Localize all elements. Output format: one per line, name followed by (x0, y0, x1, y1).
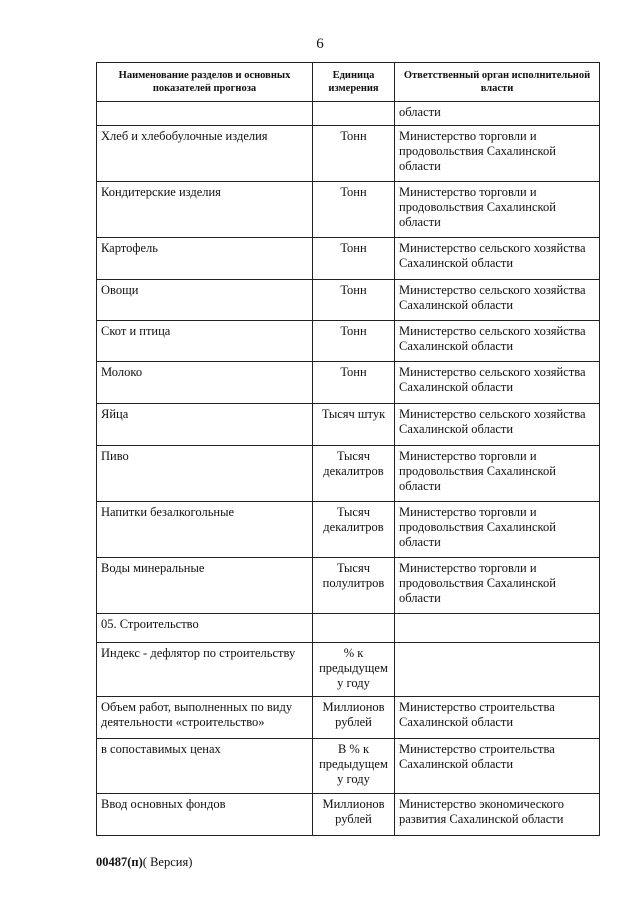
row-name-cell (97, 182, 313, 238)
row-name-cell-text: Яйца (101, 407, 129, 421)
row-authority-cell (395, 126, 600, 182)
row-unit-cell (313, 102, 395, 126)
header-name: Наименование разделов и основных показателей прогноза (97, 63, 313, 102)
row-authority-cell-text: Министерство экономического развития Сахалинской области (399, 797, 564, 826)
row-authority-cell (395, 739, 600, 794)
row-unit-cell-text: Миллионов рублей (322, 797, 385, 826)
header-authority: Ответственный орган исполнительной власти (395, 63, 600, 102)
table-row (97, 446, 600, 502)
document-code (96, 855, 192, 870)
row-authority-cell (395, 362, 600, 404)
page-number: 6 (316, 36, 324, 52)
table-row (97, 404, 600, 446)
row-authority-cell (395, 446, 600, 502)
row-authority-cell-text: Министерство строительства Сахалинской области (399, 742, 555, 771)
row-name-cell (97, 614, 313, 643)
row-name-cell (97, 280, 313, 321)
row-name-cell (97, 404, 313, 446)
table-row (97, 643, 600, 697)
row-unit-cell (313, 404, 395, 446)
row-name-cell (97, 558, 313, 614)
row-authority-cell (395, 697, 600, 739)
row-unit-cell (313, 321, 395, 362)
table-row (97, 126, 600, 182)
table-row (97, 321, 600, 362)
row-unit-cell (313, 182, 395, 238)
row-unit-cell-text: Тонн (340, 365, 367, 379)
row-name-cell-text: Кондитерские изделия (101, 185, 221, 199)
row-unit-cell-text: Тысяч декалитров (323, 505, 384, 534)
row-authority-cell-text: Министерство строительства Сахалинской области (399, 700, 555, 729)
row-name-cell (97, 697, 313, 739)
row-unit-cell-text: Тонн (340, 185, 367, 199)
row-authority-cell (395, 558, 600, 614)
table-row (97, 794, 600, 836)
row-authority-cell (395, 643, 600, 697)
row-unit-cell (313, 362, 395, 404)
row-authority-cell-text: Министерство торговли и продовольствия Сахалинской области (399, 449, 556, 493)
row-unit-cell-text: Тысяч штук (321, 407, 386, 421)
row-name-cell-text: Напитки безалкогольные (101, 505, 235, 519)
row-authority-cell (395, 321, 600, 362)
forecast-table (96, 62, 600, 836)
row-authority-cell-text: области (399, 105, 441, 119)
row-name-cell (97, 739, 313, 794)
row-authority-cell (395, 614, 600, 643)
row-unit-cell-text: Тонн (340, 241, 367, 255)
row-unit-cell-text: % к предыдущем у году (319, 646, 388, 690)
table-row (97, 614, 600, 643)
row-name-cell (97, 643, 313, 697)
header-unit: Единица измерения (313, 63, 395, 102)
row-name-cell (97, 446, 313, 502)
row-authority-cell-text: Министерство сельского хозяйства Сахалинской области (399, 407, 586, 436)
table-row (97, 238, 600, 280)
row-authority-cell-text: Министерство сельского хозяйства Сахалинской области (399, 241, 586, 270)
table-body (97, 102, 600, 836)
row-name-cell-text: Ввод основных фондов (101, 797, 226, 811)
row-name-cell (97, 321, 313, 362)
row-name-cell-text: Пиво (101, 449, 129, 463)
table-row (97, 280, 600, 321)
row-name-cell (97, 102, 313, 126)
table-row (97, 739, 600, 794)
row-name-cell-text: Объем работ, выполненных по виду деятельности «строительство» (101, 700, 293, 729)
row-name-cell (97, 502, 313, 558)
row-authority-cell (395, 182, 600, 238)
row-unit-cell-text: Тонн (340, 324, 367, 338)
row-unit-cell (313, 446, 395, 502)
table-row (97, 362, 600, 404)
row-unit-cell (313, 126, 395, 182)
row-unit-cell (313, 558, 395, 614)
row-name-cell (97, 126, 313, 182)
row-name-cell-text: Хлеб и хлебобулочные изделия (101, 129, 268, 143)
row-name-cell-text: Молоко (101, 365, 143, 379)
row-authority-cell-text: Министерство торговли и продовольствия Сахалинской области (399, 505, 556, 549)
row-unit-cell-text: Тонн (340, 129, 367, 143)
row-name-cell-text: в сопоставимых ценах (101, 742, 221, 756)
row-authority-cell-text: Министерство сельского хозяйства Сахалинской области (399, 324, 586, 353)
row-unit-cell-text: Тысяч полулитров (322, 561, 385, 590)
table-row (97, 182, 600, 238)
row-name-cell-text: Индекс - дефлятор по строительству (101, 646, 296, 660)
row-unit-cell (313, 614, 395, 643)
row-unit-cell (313, 238, 395, 280)
row-name-cell-text: Картофель (101, 241, 158, 255)
row-authority-cell-text: Министерство сельского хозяйства Сахалинской области (399, 365, 586, 394)
row-authority-cell (395, 102, 600, 126)
row-authority-cell-text: Министерство торговли и продовольствия Сахалинской области (399, 561, 556, 605)
row-unit-cell (313, 502, 395, 558)
row-authority-cell-text: Министерство торговли и продовольствия Сахалинской области (399, 185, 556, 229)
row-authority-cell-text: Министерство сельского хозяйства Сахалинской области (399, 283, 586, 312)
row-name-cell-text: Овощи (101, 283, 139, 297)
row-name-cell (97, 362, 313, 404)
document-version: ( Версия) (142, 855, 193, 869)
row-unit-cell (313, 739, 395, 794)
row-unit-cell (313, 280, 395, 321)
table-row (97, 558, 600, 614)
row-unit-cell-text: В % к предыдущем у году (319, 742, 388, 786)
table-row (97, 697, 600, 739)
row-name-cell-text: 05. Строительство (101, 617, 199, 631)
row-name-cell (97, 238, 313, 280)
row-unit-cell-text: Тонн (340, 283, 367, 297)
document-code-number: 00487(п) (96, 855, 143, 869)
row-name-cell-text: Воды минеральные (101, 561, 205, 575)
row-authority-cell (395, 794, 600, 836)
row-name-cell (97, 794, 313, 836)
row-name-cell-text: Скот и птица (101, 324, 171, 338)
table-header-row (97, 63, 600, 102)
row-authority-cell (395, 502, 600, 558)
row-unit-cell (313, 697, 395, 739)
table-row (97, 502, 600, 558)
row-authority-cell-text: Министерство торговли и продовольствия Сахалинской области (399, 129, 556, 173)
row-unit-cell-text: Тысяч декалитров (323, 449, 384, 478)
row-authority-cell (395, 238, 600, 280)
table-row (97, 102, 600, 126)
row-unit-cell (313, 643, 395, 697)
row-authority-cell (395, 280, 600, 321)
row-unit-cell (313, 794, 395, 836)
row-unit-cell-text: Миллионов рублей (322, 700, 385, 729)
row-authority-cell (395, 404, 600, 446)
